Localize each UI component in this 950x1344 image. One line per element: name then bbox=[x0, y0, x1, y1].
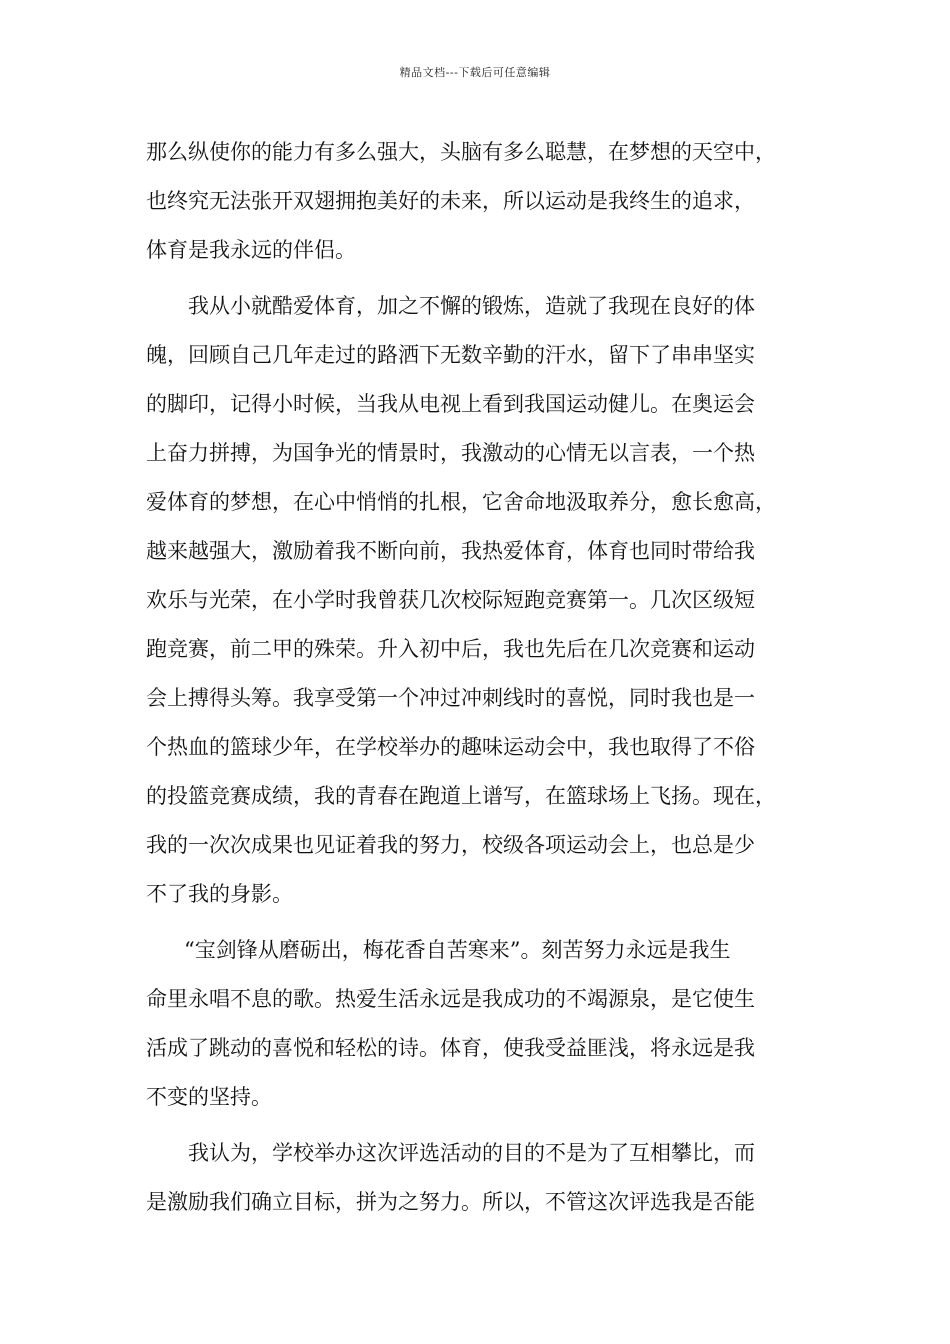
text-line: 个热血的篮球少年，在学校举办的趣味运动会中，我也取得了不俗 bbox=[146, 735, 755, 759]
text-line: 越来越强大，激励着我不断向前，我热爱体育，体育也同时带给我 bbox=[146, 539, 755, 563]
page-header: 精品文档---下载后可任意编辑 bbox=[399, 66, 551, 79]
text-line: 的脚印，记得小时候，当我从电视上看到我国运动健儿。在奥运会 bbox=[146, 392, 755, 416]
paragraph bbox=[146, 1129, 826, 1227]
text-line: 我认为，学校举办这次评选活动的目的不是为了互相攀比，而 bbox=[188, 1141, 755, 1165]
paragraph bbox=[146, 926, 826, 1122]
text-line: 的投篮竞赛成绩，我的青春在跑道上谱写，在篮球场上飞扬。现在， bbox=[146, 784, 776, 808]
text-line: 也终究无法张开双翅拥抱美好的未来，所以运动是我终生的追求， bbox=[146, 189, 755, 213]
text-line: 跑竞赛，前二甲的殊荣。升入初中后，我也先后在几次竞赛和运动 bbox=[146, 637, 755, 661]
text-line: 爱体育的梦想，在心中悄悄的扎根，它舍命地汲取养分，愈长愈高， bbox=[146, 490, 776, 514]
text-line: 不了我的身影。 bbox=[146, 882, 293, 906]
text-line: 体育是我永远的伴侣。 bbox=[146, 238, 356, 262]
text-line: 魄，回顾自己几年走过的路洒下无数辛勤的汗水，留下了串串坚实 bbox=[146, 343, 755, 367]
text-line: 我的一次次成果也见证着我的努力，校级各项运动会上，也总是少 bbox=[146, 833, 755, 857]
text-line: 会上搏得头筹。我享受第一个冲过冲刺线时的喜悦，同时我也是一 bbox=[146, 686, 755, 710]
text-line: “宝剑锋从磨砺出，梅花香自苦寒来”。刻苦努力永远是我生 bbox=[184, 938, 731, 962]
document-body bbox=[146, 128, 826, 1227]
paragraph bbox=[146, 128, 826, 275]
text-line: 是激励我们确立目标，拼为之努力。所以，不管这次评选我是否能 bbox=[146, 1190, 755, 1214]
text-line: 上奋力拼搏，为国争光的情景时，我激动的心情无以言表，一个热 bbox=[146, 441, 755, 465]
paragraph bbox=[146, 282, 826, 919]
text-line: 不变的坚持。 bbox=[146, 1085, 272, 1109]
text-line: 欢乐与光荣，在小学时我曾获几次校际短跑竞赛第一。几次区级短 bbox=[146, 588, 755, 612]
text-line: 命里永唱不息的歌。热爱生活永远是我成功的不竭源泉，是它使生 bbox=[146, 987, 755, 1011]
text-line: 我从小就酷爱体育，加之不懈的锻炼，造就了我现在良好的体 bbox=[188, 294, 755, 318]
text-line: 那么纵使你的能力有多么强大，头脑有多么聪慧，在梦想的天空中， bbox=[146, 140, 776, 164]
text-line: 活成了跳动的喜悦和轻松的诗。体育，使我受益匪浅，将永远是我 bbox=[146, 1036, 755, 1060]
